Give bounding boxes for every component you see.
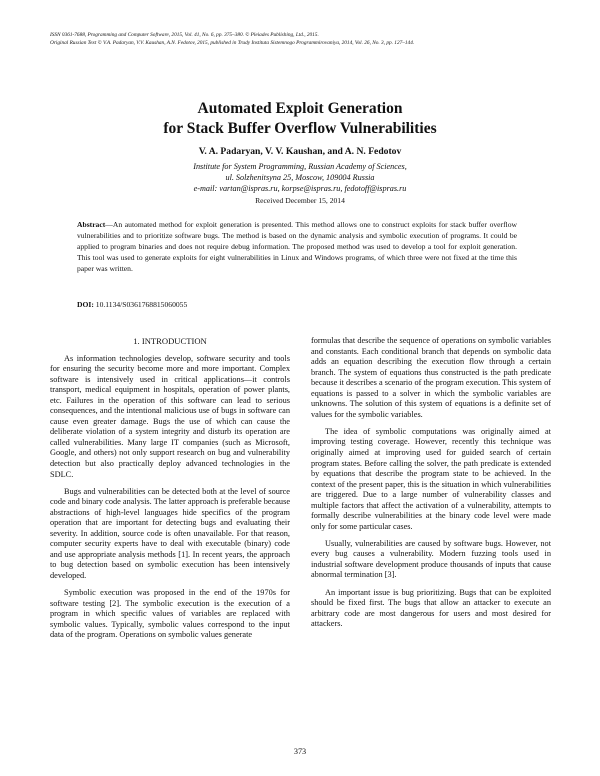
paper-title-line-1: Automated Exploit Generation: [197, 100, 403, 117]
body-paragraph: formulas that describe the sequence of operations on symbolic variables and constants. Each conditional branch that depends on symbolic data adds an equation describing the execution flow through a certain branch. The system of equations thus constructed is the path predicate because it describes a scenario of the program execution. This system of equations is passed to a solver in which the symbolic variables are unknowns. The solution of this system of equations is a definite set of values for the symbolic variables.: [311, 336, 551, 419]
journal-header-line-2: Original Russian Text © V.A. Padaryan, V.V. Kaushan, A.N. Fedotov, 2015, published in Trudy Instituta Sistemnogo Programmirovaniya, 2014, Vol. 26, No. 3, pp. 127–144.: [50, 40, 415, 46]
body-paragraph: Bugs and vulnerabilities can be detected both at the level of source code and binary code analysis. The latter approach is preferable because abstractions of high-level languages hide specifics of the program operation that are important for detecting bugs and evaluating their severity. In addition, source code is often unavailable. For that reason, computer security experts have to deal with executable (binary) code and use appropriate analysis methods [1]. In recent years, the approach to bug detection based on symbolic execution has been intensively developed.: [50, 486, 290, 580]
paper-title-line-2: for Stack Buffer Overflow Vulnerabilities: [163, 120, 437, 137]
abstract-label: Abstract: [77, 220, 106, 229]
body-paragraph: As information technologies develop, software security and tools for ensuring the security become more and more important. Complex software is intensively used in critical applications—it controls transport, medical equipment in hospitals, operation of power plants, etc. Failures in the operation of this software can lead to serious consequences, and the intentional malicious use of bugs in software can cause even greater damage. Bugs the use of which can cause the deliberate violation of a system integrity and disturb its operation are called vulnerabilities. Many large IT companies (such as Microsoft, Google, and others) not only support research on bug and vulnerability detection but also practically deploy advanced technologies in the SDLC.: [50, 353, 290, 479]
doi-value: 10.1134/S0361768815060055: [93, 300, 188, 309]
abstract-text: —An automated method for exploit generation is presented. This method allows one to construct exploits for stack buffer overflow vulnerabilities and to prioritize software bugs. The method is based on the dynamic analysis and symbolic execution of programs. It could be applied to program binaries and does not require debug information. The proposed method was used to develop a tool for exploit generation. This tool was used to generate exploits for eight vulnerabilities in Linux and Windows programs, of which three were not fixed at the time this paper was written.: [77, 220, 517, 273]
body-paragraph: Symbolic execution was proposed in the end of the 1970s for software testing [2]. The symbolic execution is the execution of a program in which specific values of variables are replaced with symbolic values. Typically, symbolic values correspond to the input data of the program. Operations on symbolic values generate: [50, 588, 290, 640]
author-list: V. A. Padaryan, V. V. Kaushan, and A. N. Fedotov: [198, 146, 402, 157]
received-date: Received December 15, 2014: [255, 196, 345, 205]
body-paragraph: Usually, vulnerabilities are caused by software bugs. However, not every bug causes a vulnerability. Modern fuzzing tools used in industrial software development produce thousands of inputs that cause abnormal termination [3].: [311, 538, 551, 580]
left-column: [50, 336, 290, 647]
doi-label: DOI:: [77, 300, 94, 309]
page-number: 373: [293, 747, 307, 756]
doi: [77, 300, 187, 309]
right-column: [311, 336, 551, 636]
affiliation-line-1: Institute for System Programming, Russian Academy of Sciences,: [193, 162, 407, 171]
abstract: [77, 220, 517, 275]
section-heading: 1. INTRODUCTION: [133, 336, 207, 346]
journal-header-line-1: ISSN 0361-7688, Programming and Computer Software, 2015, Vol. 41, No. 6, pp. 375–380. © Pleiades Publishing, Ltd., 2015.: [50, 32, 319, 38]
body-paragraph: An important issue is bug prioritizing. Bugs that can be exploited should be fixed first. The bugs that allow an attacker to execute an arbitrary code are most dangerous for users and most desired for attackers.: [311, 587, 551, 629]
author-emails: e-mail: vartan@ispras.ru, korpse@ispras.ru, fedotoff@ispras.ru: [193, 184, 407, 193]
body-paragraph: The idea of symbolic computations was originally aimed at improving testing coverage. However, recently this technique was originally aimed at improving used for guided search of certain program states. Before calling the solver, the path predicate is extended by equations that describe the program state to be achieved. In the context of the present paper, this is the situation in which vulnerabilities are triggered. Due to a large number of vulnerability classes and multiple factors that affect the activation of a vulnerability, attempts to formally describe vulnerabilities at the binary code level were made only for some particular cases.: [311, 426, 551, 531]
affiliation-line-2: ul. Solzhenitsyna 25, Moscow, 109004 Russia: [225, 173, 375, 182]
